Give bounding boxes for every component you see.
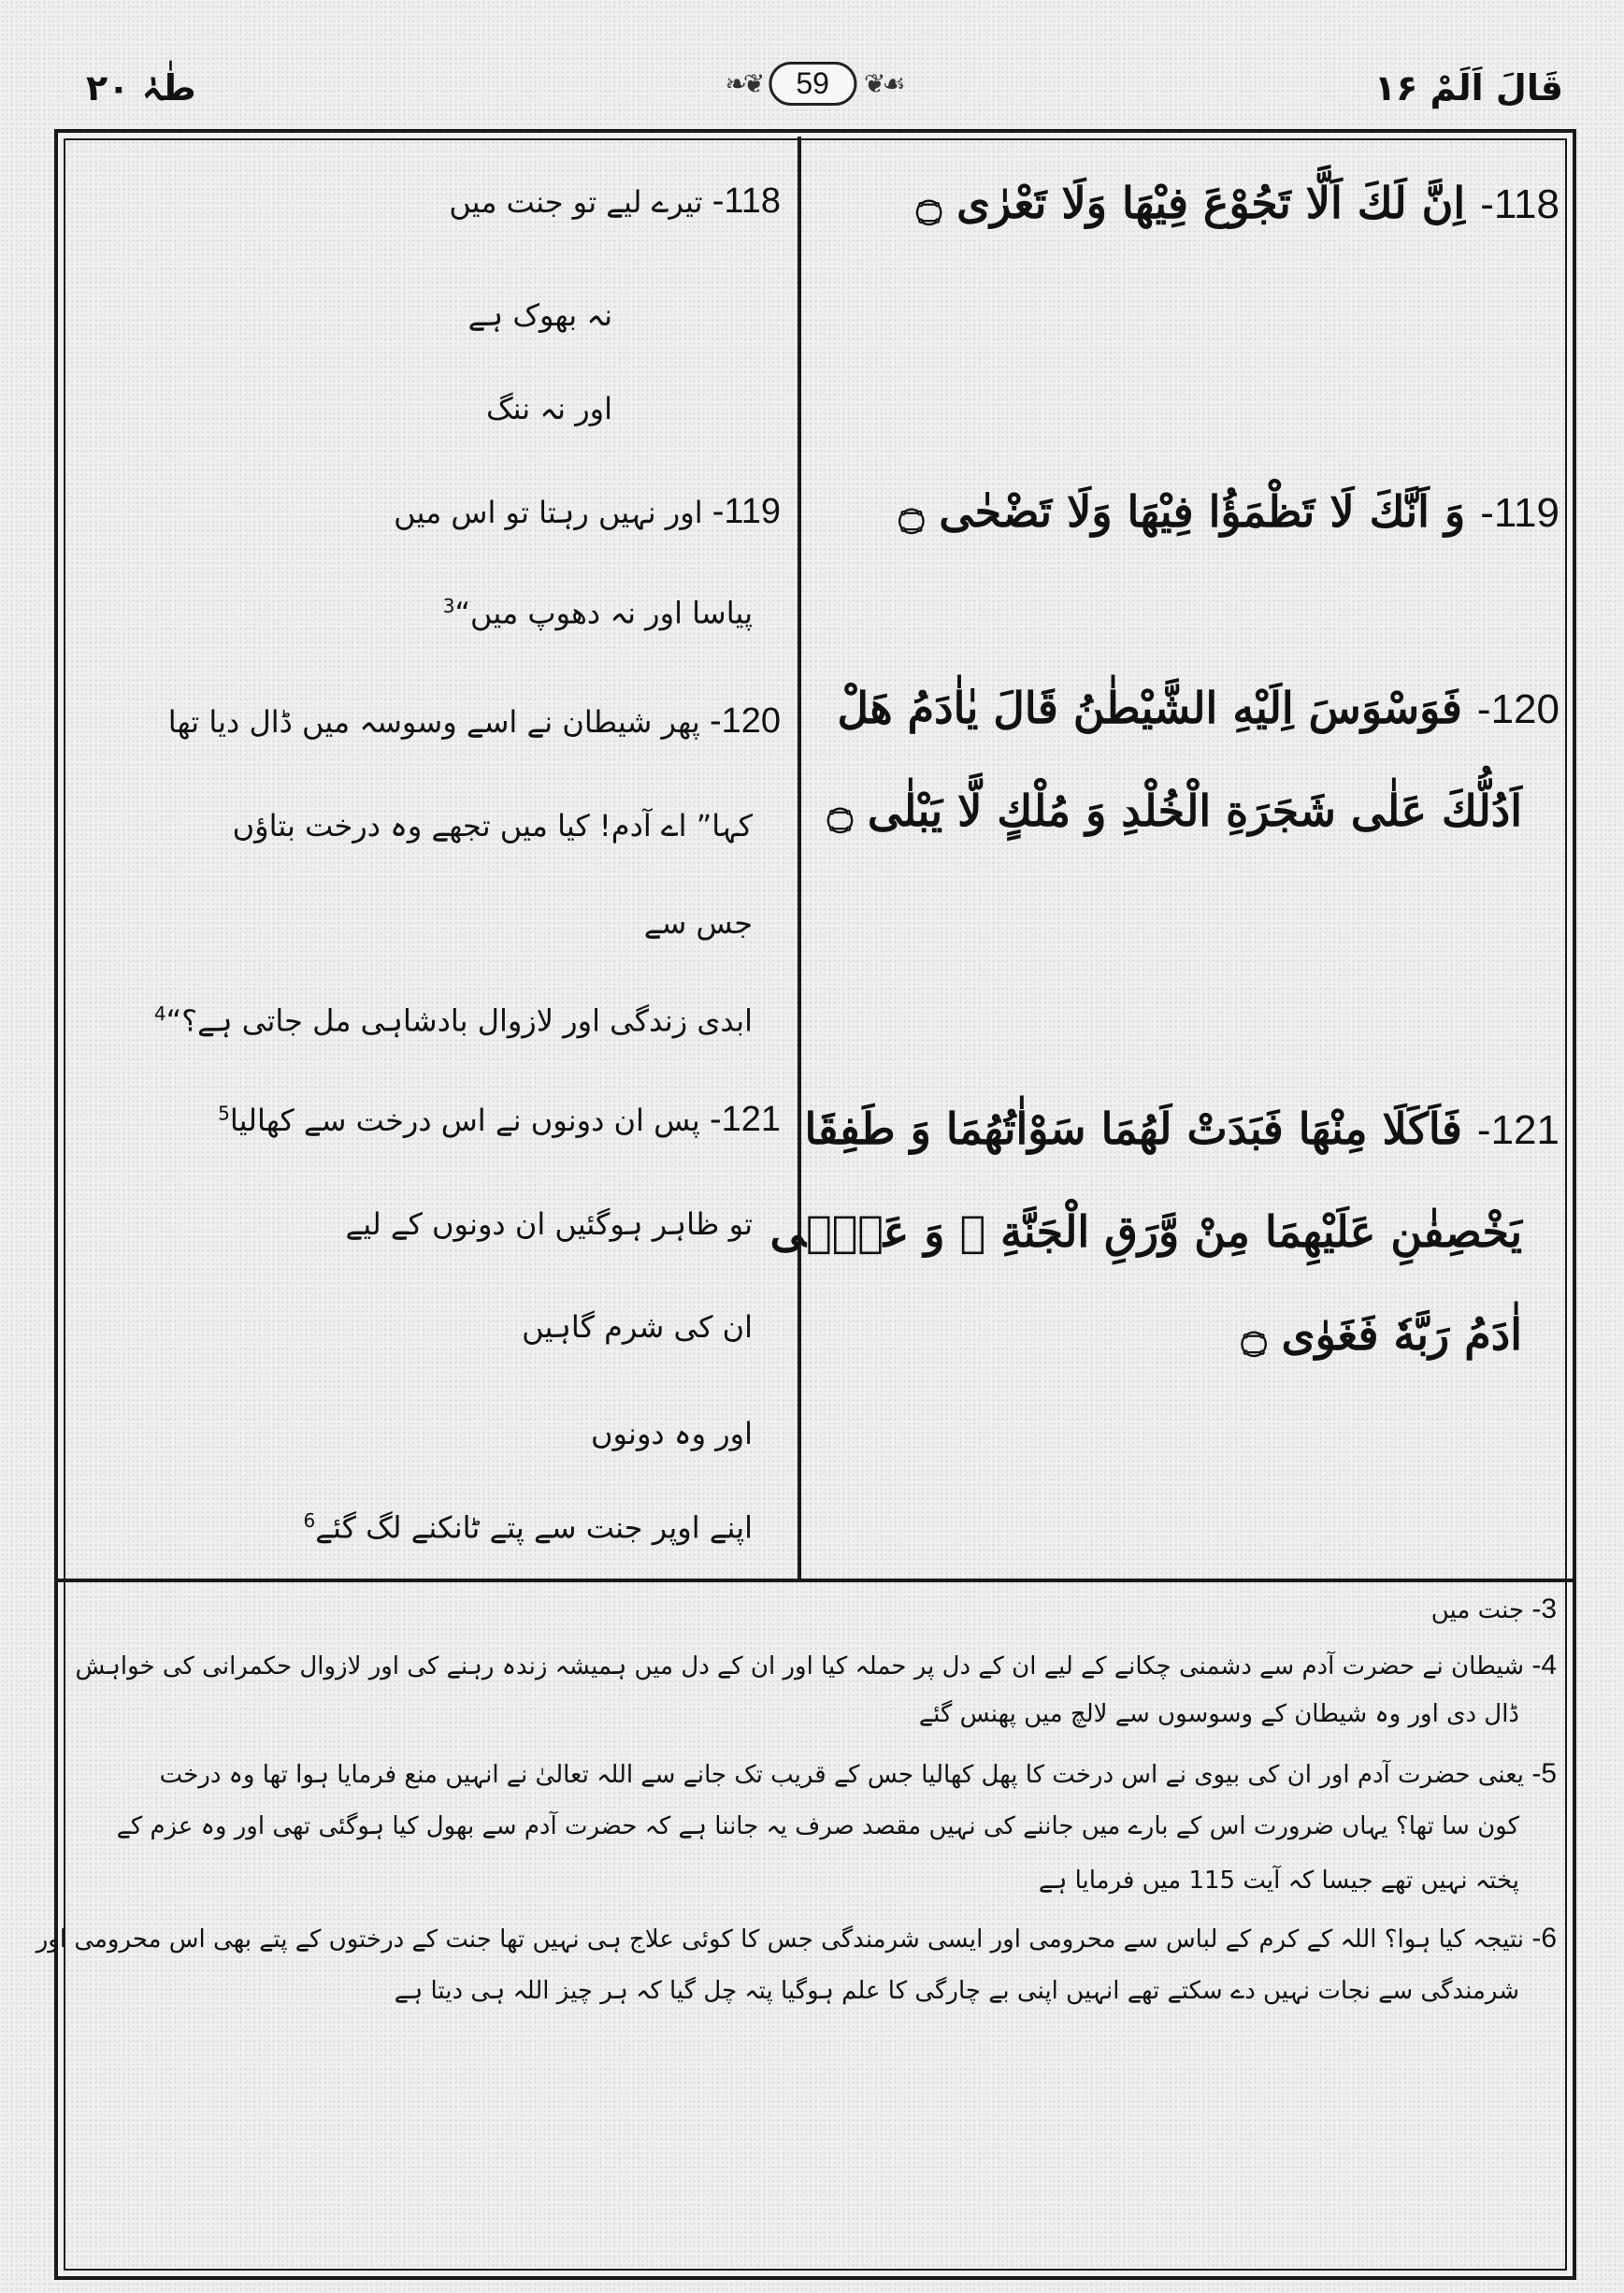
verse-text: اِنَّ لَكَ اَلَّا تَجُوْعَ فِيْهَا وَلَا تَعْرٰى ۝ (916, 178, 1466, 228)
urdu-text: پھر شیطان نے اسے وسوسہ میں ڈال دیا تھا (167, 704, 700, 740)
urdu-line (233, 808, 753, 844)
footnote-number: 5- (1531, 1758, 1557, 1789)
footnote-text: شرمندگی سے نجات نہیں دے سکتے تھے انہیں اپنی بے چارگی کا علم ہوگیا پتہ چل گیا کہ ہر چیز اللہ ہی دیتا ہے (394, 1977, 1519, 2005)
ornament-right-icon: ❦☙ (863, 68, 902, 99)
footnote-text: جنت میں (1430, 1596, 1525, 1624)
footnote-text: ڈال دی اور وہ شیطان کے وسوسوں سے لالچ میں پھنس گئے (918, 1700, 1519, 1728)
surah-name: طٰہٰ ۲۰ (86, 67, 196, 108)
footnote-line (160, 1758, 1557, 1790)
urdu-line (591, 1416, 753, 1451)
urdu-line (394, 492, 781, 532)
column-divider (798, 137, 801, 1579)
footnote-line (1039, 1867, 1519, 1895)
footnote-line (117, 1812, 1519, 1840)
juz-name: قَالَ اَلَمْ ۱۶ (1373, 67, 1563, 108)
urdu-line (468, 297, 612, 333)
urdu-text: نہ بھوک ہے (467, 297, 612, 333)
page-header (47, 56, 1580, 131)
urdu-text: تیرے لیے تو جنت میں (449, 184, 703, 220)
urdu-line (154, 1002, 753, 1039)
arabic-verse-line (898, 486, 1559, 537)
footnote-line (1431, 1594, 1557, 1625)
urdu-text: تو ظاہر ہوگئیں ان دونوں کے لیے (345, 1206, 753, 1242)
verse-number: 118- (711, 181, 781, 221)
urdu-text: اور نہیں رہتا تو اس میں (394, 495, 703, 530)
arabic-verse-line (838, 683, 1560, 733)
urdu-line (443, 595, 753, 631)
verse-number: 119- (1480, 490, 1559, 536)
footnote-marker: 4 (153, 1002, 166, 1025)
footnote-divider (54, 1579, 1576, 1582)
verse-text: اٰدَمُ رَبَّهٗ فَغَوٰى ۝ (1241, 1309, 1522, 1360)
urdu-line (449, 181, 781, 222)
urdu-line (522, 1309, 753, 1345)
verse-number: 120- (709, 701, 781, 741)
verse-number: 121- (709, 1100, 781, 1139)
urdu-text: اپنے اوپر جنت سے پتے ٹانکنے لگ گئے (315, 1509, 753, 1546)
footnote-line (36, 1923, 1557, 1954)
arabic-verse-line (1242, 1309, 1522, 1360)
footnote-number: 6- (1531, 1923, 1557, 1954)
footnote-marker: 6 (303, 1509, 316, 1532)
verse-text: فَاَكَلَا مِنْهَا فَبَدَتْ لَهُمَا سَوْاٰتُهُمَا وَ طَفِقَا (804, 1103, 1462, 1154)
arabic-verse-line (916, 178, 1559, 228)
verse-text: وَ اَنَّكَ لَا تَظْمَؤُا فِيْهَا وَلَا تَضْحٰى ۝ (898, 486, 1466, 537)
footnote-line (75, 1650, 1557, 1681)
arabic-verse-line (827, 786, 1522, 836)
urdu-line (346, 1206, 753, 1242)
urdu-line (644, 905, 753, 941)
footnote-marker: 3 (442, 595, 455, 617)
page-number: 59 (769, 62, 856, 106)
page-number-ornament (725, 62, 901, 106)
verse-number: 118- (1480, 181, 1559, 227)
verse-number: 120- (1476, 686, 1559, 732)
verse-text: يَخْصِفٰنِ عَلَيْهِمَا مِنْ وَّرَقِ الْجَنَّةِ ۡ وَ عَصٰۤى (769, 1206, 1522, 1257)
footnote-text: یعنی حضرت آدم اور ان کی بیوی نے اس درخت کا پھل کھالیا جس کے قریب تک جانے سے اللہ تعالیٰ نے انہیں منع فرمایا ہوا تھا وہ درخت (159, 1761, 1525, 1789)
verse-text: اَدُلُّكَ عَلٰى شَجَرَةِ الْخُلْدِ وَ مُلْكٍ لَّا يَبْلٰى ۝ (826, 786, 1522, 836)
urdu-text: ابدی زندگی اور لازوال بادشاہی مل جاتی ہے؟“ (165, 1002, 753, 1039)
urdu-text: اور نہ ننگ (486, 391, 612, 426)
footnote-text: شیطان نے حضرت آدم سے دشمنی چکانے کے لیے ان کے دل پر حملہ کیا اور ان کے دل میں ہمیشہ زندہ رہنے کی اور لازوال حکمرانی کی خواہش (75, 1652, 1525, 1680)
footnote-text: کون سا تھا؟ یہاں ضرورت اس کے بارے میں جاننے کی نہیں مقصد صرف یہ جاننا ہے کہ حضرت آدم سے بھول کیا ہوگئی تھی اور وہ عزم کے (116, 1812, 1519, 1840)
urdu-line (486, 391, 612, 426)
urdu-line (218, 1100, 781, 1140)
urdu-text: اور وہ دونوں (591, 1416, 753, 1451)
footnote-text: نتیجہ کیا ہوا؟ اللہ کے کرم کے لباس سے محرومی اور ایسی شرمندگی جس کا کوئی علاج ہی نہیں تھا جنت کے درختوں کے پتے بھی اس محرومی اور (36, 1925, 1525, 1954)
verse-number: 121- (1476, 1107, 1559, 1153)
footnote-marker: 5 (218, 1102, 230, 1125)
footnote-line (919, 1700, 1519, 1728)
ornament-left-icon: ❧❦ (725, 68, 762, 99)
urdu-text: ان کی شرم گاہیں (522, 1309, 753, 1345)
footnote-line (395, 1977, 1519, 2005)
verse-number: 119- (711, 492, 781, 531)
arabic-verse-line (804, 1103, 1559, 1154)
urdu-text: پیاسا اور نہ دھوپ میں“ (454, 595, 753, 631)
footnote-text: پختہ نہیں تھے جیسا کہ آیت 115 میں فرمایا ہے (1038, 1867, 1519, 1895)
urdu-text: کہا” اے آدم! کیا میں تجھے وہ درخت بتاؤں (232, 808, 753, 844)
arabic-verse-line (770, 1206, 1522, 1257)
urdu-line (304, 1509, 753, 1546)
urdu-line (168, 701, 781, 742)
urdu-text: پس ان دونوں نے اس درخت سے کھالیا (229, 1103, 700, 1138)
page-frame (54, 129, 1576, 2280)
footnote-number: 4- (1531, 1650, 1557, 1680)
footnote-number: 3- (1531, 1594, 1557, 1624)
verse-text: فَوَسْوَسَ اِلَيْهِ الشَّيْطٰنُ قَالَ يٰاٰدَمُ هَلْ (837, 683, 1462, 733)
urdu-text: جس سے (643, 905, 753, 941)
